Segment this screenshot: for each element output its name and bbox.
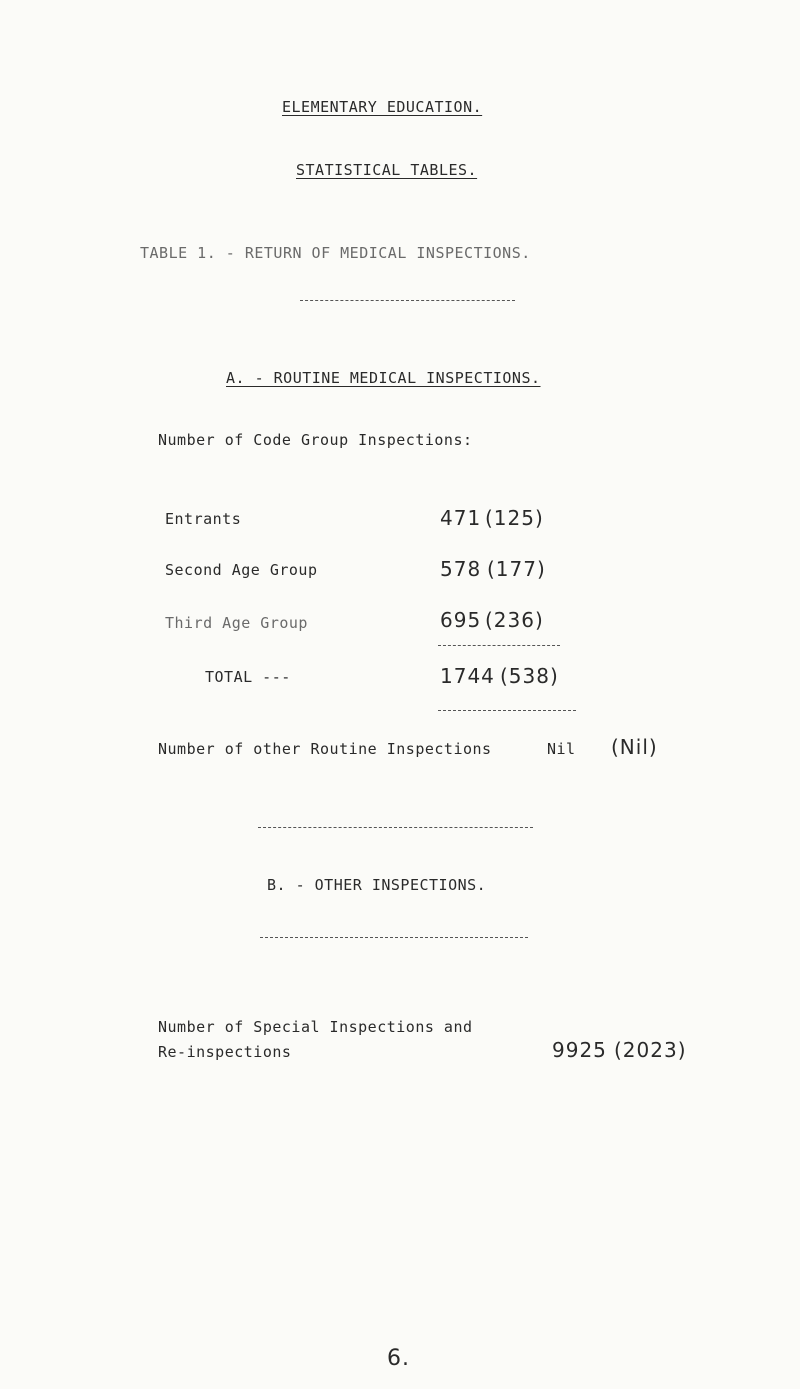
special-inspections-value: 9925 (552, 1038, 607, 1062)
row-value: 695 (440, 608, 482, 632)
section-a-intro: Number of Code Group Inspections: (158, 431, 473, 449)
table-heading: TABLE 1. - RETURN OF MEDICAL INSPECTIONS. (140, 244, 531, 262)
row-previous-value: (177) (487, 557, 546, 581)
other-routine-value: Nil (547, 740, 576, 758)
section-b-heading: B. - OTHER INSPECTIONS. (267, 876, 487, 894)
section-a-heading: A. - ROUTINE MEDICAL INSPECTIONS. (226, 369, 541, 387)
other-routine-previous-value: (Nil) (611, 735, 658, 759)
subtotal-rule (438, 645, 560, 646)
special-inspections-label-continued: Re-inspections (158, 1043, 292, 1061)
document-title: ELEMENTARY EDUCATION. (282, 98, 483, 116)
row-value: 471 (440, 506, 482, 530)
total-rule (438, 710, 576, 711)
total-previous-value: (538) (500, 664, 559, 688)
special-inspections-previous-value: (2023) (614, 1038, 687, 1062)
other-routine-label: Number of other Routine Inspections (158, 740, 492, 758)
special-inspections-label: Number of Special Inspections and (158, 1018, 473, 1036)
total-value: 1744 (440, 664, 495, 688)
section-divider (258, 827, 533, 828)
total-label: TOTAL --- (205, 668, 291, 686)
row-previous-value: (236) (485, 608, 544, 632)
row-label: Third Age Group (165, 614, 308, 632)
row-label: Entrants (165, 510, 242, 528)
row-previous-value: (125) (485, 506, 544, 530)
divider (300, 300, 515, 301)
document-subtitle: STATISTICAL TABLES. (296, 161, 478, 179)
page-number: 6. (387, 1346, 410, 1371)
divider (260, 937, 528, 938)
row-value: 578 (440, 557, 482, 581)
row-label: Second Age Group (165, 561, 318, 579)
